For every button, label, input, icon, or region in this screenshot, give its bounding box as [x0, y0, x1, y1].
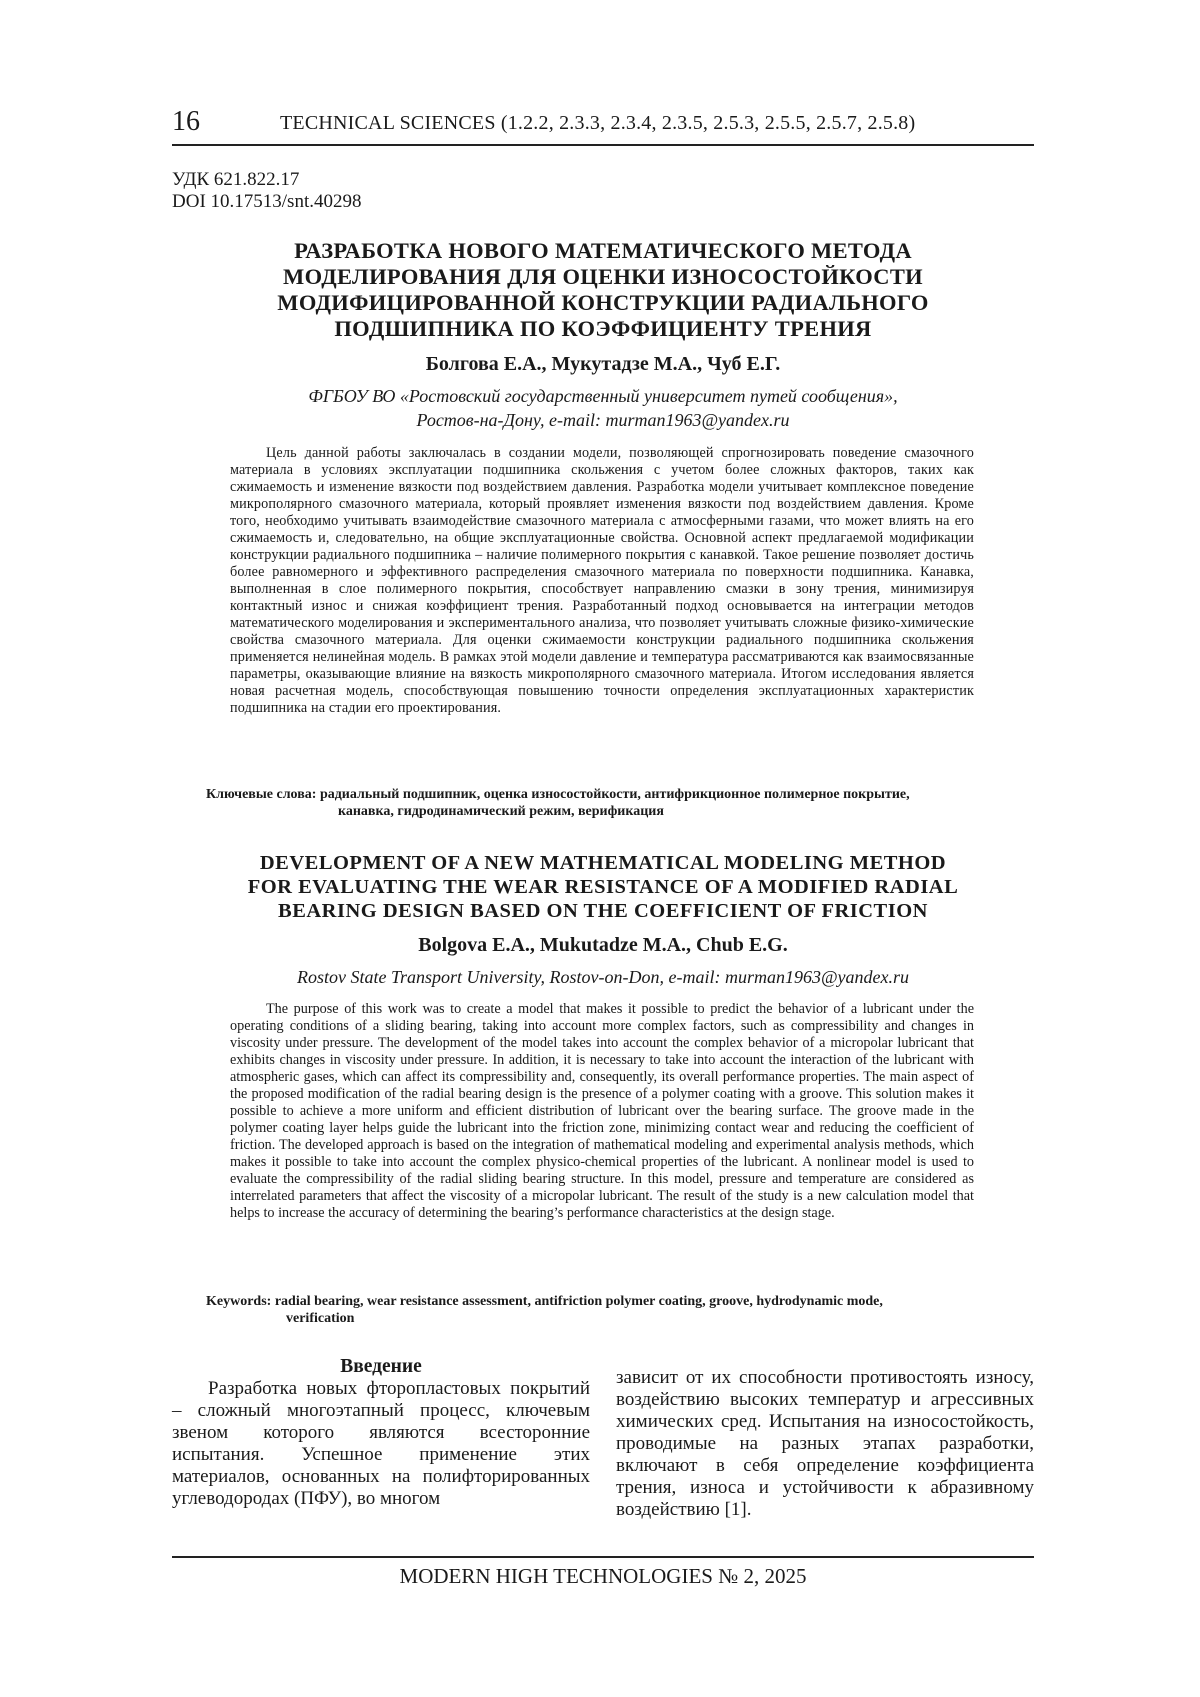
en-title-line: BEARING DESIGN BASED ON THE COEFFICIENT OF FRICTION — [278, 900, 928, 922]
en-keywords-line: radial bearing, wear resistance assessment, antifriction polymer coating, groove, hydrodynamic mode, — [274, 1294, 883, 1309]
ru-title-line: МОДЕЛИРОВАНИЯ ДЛЯ ОЦЕНКИ ИЗНОСОСТОЙКОСТИ — [283, 264, 923, 289]
en-title-line: FOR EVALUATING THE WEAR RESISTANCE OF A MODIFIED RADIAL — [247, 876, 959, 898]
ru-abstract-text: Цель данной работы заключалась в создании модели, позволяющей спрогнозировать поведение смазочного материала в условиях эксплуатации подшипника скольжения с учетом более сложных факторов, таких как сжимаемость и изменение вязкости под воздействием давления. Разработка модели учитывает комплексное поведение микрополярного смазочного материала, который проявляет изменения вязкости под воздействием давления. Кроме того, необходимо учитывать взаимодействие смазочного материала с атмосферными газами, что может влиять на его сжимаемость и, следовательно, на общие эксплуатационные свойства. Основной аспект предлагаемой модификации конструкции радиального подшипника – наличие полимерного покрытия с канавкой. Такое решение позволяет достичь более равномерного и эффективного распределения смазочного материала по поверхности подшипника. Канавка, выполненная в слое полимерного покрытия, способствует направлению смазки в зону трения, минимизируя контактный износ и снижая коэффициент трения. Разработанный подход основывается на интеграции методов математического моделирования и экспериментального анализа, что позволяет учитывать сложные физико-химические свойства смазочного материала. Для оценки сжимаемости конструкции радиального подшипника скольжения применяется нелинейная модель. В рамках этой модели давление и температура рассматриваются как взаимосвязанные параметры, оказывающие влияние на вязкость микрополярного смазочного материала. Итогом исследования является новая расчетная модель, способствующая повышению точности определения эксплуатационных характеристик подшипника на стадии его проектирования. — [230, 445, 974, 716]
en-affiliation-line: Rostov State Transport University, Rostov-on-Don, e-mail: murman1963@yandex.ru — [297, 967, 909, 987]
journal-section: TECHNICAL SCIENCES (1.2.2, 2.3.3, 2.3.4, 2.3.5, 2.5.3, 2.5.5, 2.5.7, 2.5.8) — [280, 112, 916, 134]
body-left-column — [172, 1356, 590, 1510]
ru-keywords — [206, 786, 1036, 820]
ru-authors: Болгова Е.А., Мукутадзе М.А., Чуб Е.Г. — [425, 353, 781, 375]
en-keywords-label: Keywords: — [206, 1294, 272, 1309]
article-meta — [172, 169, 361, 213]
en-abstract-text: The purpose of this work was to create a model that makes it possible to predict the behavior of a lubricant under the operating conditions of a sliding bearing, taking into account more complex factors, such as compressibility and changes in viscosity under pressure. The development of the model takes into account the complex behavior of a micropolar lubricant that exhibits changes in viscosity under pressure. In addition, it is necessary to take into account the interaction of the lubricant with atmospheric gases, which can affect its compressibility and, consequently, its overall performance properties. The main aspect of the proposed modification of the radial bearing design is the presence of a polymer coating with a groove. This solution makes it possible to achieve a more uniform and efficient distribution of lubricant over the bearing surface. The groove made in the polymer coating layer helps guide the lubricant into the friction zone, minimizing contact wear and reducing the coefficient of friction. The developed approach is based on the integration of mathematical modeling and experimental analysis methods, which makes it possible to take into account the complex physico-chemical properties of the lubricant. A nonlinear model is used to evaluate the compressibility of the radial sliding bearing structure. In this model, pressure and temperature are considered as interrelated parameters that affect the viscosity of a micropolar lubricant. The result of the study is a new calculation model that helps to increase the accuracy of determining the bearing’s performance characteristics at the design stage. — [230, 1001, 974, 1221]
ru-keywords-label: Ключевые слова: — [206, 787, 317, 802]
en-authors: Bolgova E.A., Mukutadze M.A., Chub E.G. — [418, 934, 788, 956]
ru-affiliation-line: ФГБОУ ВО «Ростовский государственный университет путей сообщения», — [308, 386, 898, 406]
ru-abstract — [230, 445, 974, 717]
footer-journal: MODERN HIGH TECHNOLOGIES № 2, 2025 — [399, 1564, 807, 1588]
en-title-line: DEVELOPMENT OF A NEW MATHEMATICAL MODELING METHOD — [259, 852, 947, 874]
ru-title — [172, 238, 1034, 342]
ru-keywords-line: радиальный подшипник, оценка износостойкости, антифрикционное полимерное покрытие, — [319, 787, 910, 802]
ru-keywords-line: канавка, гидродинамический режим, верификация — [338, 804, 664, 819]
udk-code: УДК 621.822.17 — [172, 169, 300, 190]
ru-affiliation — [172, 384, 1034, 432]
running-header — [172, 104, 1034, 146]
en-affiliation — [172, 965, 1034, 989]
ru-affiliation-line: Ростов-на-Дону, e-mail: murman1963@yandex.ru — [416, 410, 790, 430]
body-paragraph: зависит от их способности противостоять износу, воздействию высоких температур и агрессивных химических сред. Испытания на износостойкость, проводимые на разных этапах разработки, включают в себя определение коэффициента трения, износа и устойчивости к абразивному воздействию [1]. — [616, 1367, 1034, 1520]
body-paragraph: Разработка новых фторопластовых покрытий – сложный многоэтапный процесс, ключевым звеном которого являются всесторонние испытания. Успешное применение этих материалов, основанных на полифторированных углеводородах (ПФУ), во многом — [172, 1378, 590, 1509]
ru-title-line: МОДИФИЦИРОВАННОЙ КОНСТРУКЦИИ РАДИАЛЬНОГО — [277, 290, 929, 315]
section-heading-introduction: Введение — [340, 1356, 422, 1377]
en-abstract — [230, 1001, 974, 1222]
ru-title-line: РАЗРАБОТКА НОВОГО МАТЕМАТИЧЕСКОГО МЕТОДА — [294, 238, 912, 263]
doi: DOI 10.17513/snt.40298 — [172, 191, 362, 212]
page-footer — [172, 1556, 1034, 1588]
body-right-column — [616, 1367, 1034, 1521]
page-number: 16 — [172, 106, 200, 137]
en-title — [172, 851, 1034, 923]
ru-title-line: ПОДШИПНИКА ПО КОЭФФИЦИЕНТУ ТРЕНИЯ — [334, 316, 872, 341]
en-keywords — [206, 1293, 1036, 1327]
en-keywords-line: verification — [286, 1311, 355, 1326]
